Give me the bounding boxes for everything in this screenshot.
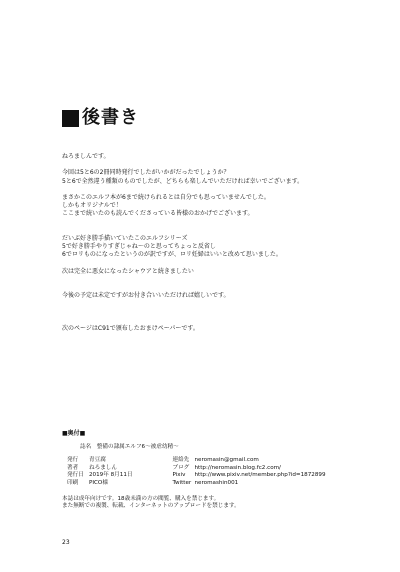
colophon-row-printer: 印刷 PICO様 xyxy=(67,479,108,486)
notice-line: 本誌は成年向けです。18歳未満の方の閲覧、購入を禁じます。 xyxy=(62,495,220,502)
colophon-row-author: 著者 ねろましん xyxy=(67,464,117,471)
body-line: ねろましんです。 xyxy=(62,153,110,160)
colophon-row-publisher: 発行 青豆腐 xyxy=(67,457,106,464)
afterword-heading xyxy=(62,106,139,130)
colophon-title: ■奥付■ xyxy=(62,430,86,437)
body-line: だいぶ好き勝手描いていたこのエルフシリーズ xyxy=(62,234,188,242)
body-line: 6でロリものになったというのが訳ですが、ロリ妊婦はいいと改めて思いました。 xyxy=(62,251,282,259)
body-line: 今後の予定は未定ですがお付き合いいただければ嬉しいです。 xyxy=(62,292,230,300)
heading-title: 後書き xyxy=(82,107,139,128)
colophon-row-date: 発行日 2019年 8月11日 xyxy=(67,472,133,479)
body-line: しかもオリジナルで！ xyxy=(62,202,122,210)
colophon-row-contact: 連絡先 neromasin@gmail.com xyxy=(172,457,259,464)
colophon xyxy=(62,430,342,511)
body-line: まさかこのエルフ本が6まで続けられるとは自分でも思っていませんでした。 xyxy=(62,193,270,201)
colophon-row-pixiv: Pixiv http://www.pixiv.net/member.php?id=1872899 xyxy=(172,472,326,479)
afterword-body xyxy=(62,153,362,333)
notice-line: また無断での複製、転載、インターネットのアップロードを禁じます。 xyxy=(62,503,240,510)
colophon-notice xyxy=(62,496,342,511)
colophon-row-blog: ブログ http://neromasin.blog.fc2.com/ xyxy=(172,464,281,471)
body-line: ここまで続いたのも読んでくださっている皆様のおかげでございます。 xyxy=(62,210,254,218)
colophon-right-column xyxy=(172,457,342,487)
body-line: 5で好き勝手やりすぎじゃね～のと思ってちょっと反省し xyxy=(62,243,216,251)
colophon-left-column xyxy=(67,457,172,487)
body-line: 今回は5と6の2冊同時発行でしたがいかがだったでしょうか？ xyxy=(62,169,230,177)
body-line: 次のページはC91で頒布したおまけペーパーです。 xyxy=(62,325,199,333)
colophon-row-twitter: Twitter neromashin001 xyxy=(172,479,239,486)
colophon-book-title: 誌名 整備の隷属エルフ6～被虐幼精～ xyxy=(80,443,179,450)
square-bullet-icon xyxy=(62,110,79,127)
body-line: 5と6で全然違う種類のものでしたが、どちらも楽しんでいただければ幸いでございます。 xyxy=(62,177,304,185)
body-line: 次は完全に悪女になったシャウアと続きましたい xyxy=(62,267,194,275)
page-number: 23 xyxy=(62,539,70,546)
